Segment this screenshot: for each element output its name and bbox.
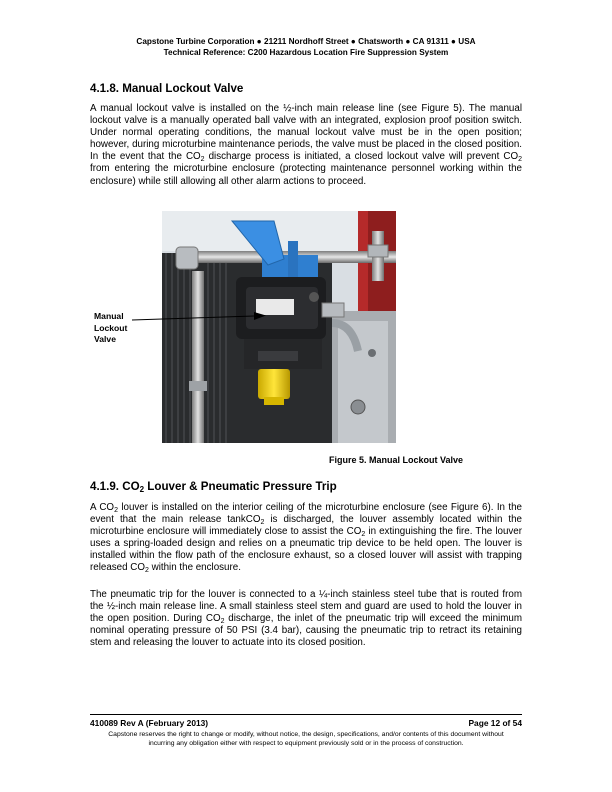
footer-document-id: 410089 Rev A (February 2013) <box>90 718 209 728</box>
paragraph-manual-lockout-valve: A manual lockout valve is installed on the ½-inch main release line (see Figure 5). The manual lockout valve is a manually operated ball valve with an integrated, explosion proof position switch. Under normal operating conditions, the manual lockout valve must be in the open position; however, during microturbine maintenance periods, the valve must be placed in the closed position. In the event that the $CO_2$ discharge process is initiated, a closed lockout valve will prevent $CO_2$ from entering the microturbine enclosure (protecting maintenance personnel working within the enclosure) while still allowing all other alarm actions to proceed. <box>90 103 522 187</box>
footer-notice: Capstone reserves the right to change or modify, without notice, the design, specifications, and/or contents of this document without incurring any obligation either with respect to equipment previously sold or in the process of construction. <box>108 731 504 747</box>
paragraph-pneumatic-trip: The pneumatic trip for the louver is connected to a ¼-inch stainless steel tube that is routed from the ½-inch main release line. A small stainless steel stem and guard are used to hold the louver in the open position. During $CO_2$ discharge, the inlet of the pneumatic trip will exceed the minimum nominal operating pressure of 50 PSI (3.4 bar), causing the pneumatic trip to retract its retaining stem and releasing the louver to actuate into its closed position. <box>90 589 522 649</box>
footer-divider <box>90 714 522 715</box>
page-header <box>0 36 612 58</box>
figure-caption: Figure 5. Manual Lockout Valve <box>328 455 464 465</box>
callout-arrow <box>130 300 270 340</box>
figure-callout-label: Manual Lockout Valve <box>94 311 128 344</box>
header-company-line: Capstone Turbine Corporation ● 21211 Nordhoff Street ● Chatsworth ● CA 91311 ● USA <box>136 37 476 46</box>
section-heading-co2-louver: 4.1.9. $CO_2$ Louver & Pneumatic Pressure Trip <box>90 480 337 494</box>
paragraph-co2-louver: A $CO_2$ louver is installed on the interior ceiling of the microturbine enclosure (see Figure 6). In the event that the main release tankCO$_2$ is discharged, the louver assembly located within the microturbine enclosure will immediately close to assist the $CO_2$ in extinguishing the fire. The louver uses a spring-loaded design and relies on a pneumatic trip device to be held open. The louver is installed within the flow path of the enclosure exhaust, so a closed louver will assist with trapping released $CO_2$ within the enclosure. <box>90 502 523 575</box>
header-reference-line: Technical Reference: C200 Hazardous Location Fire Suppression System <box>163 48 449 57</box>
footer-page-number: Page 12 of 54 <box>468 718 522 728</box>
section-heading-manual-lockout-valve: 4.1.8. Manual Lockout Valve <box>90 82 244 95</box>
